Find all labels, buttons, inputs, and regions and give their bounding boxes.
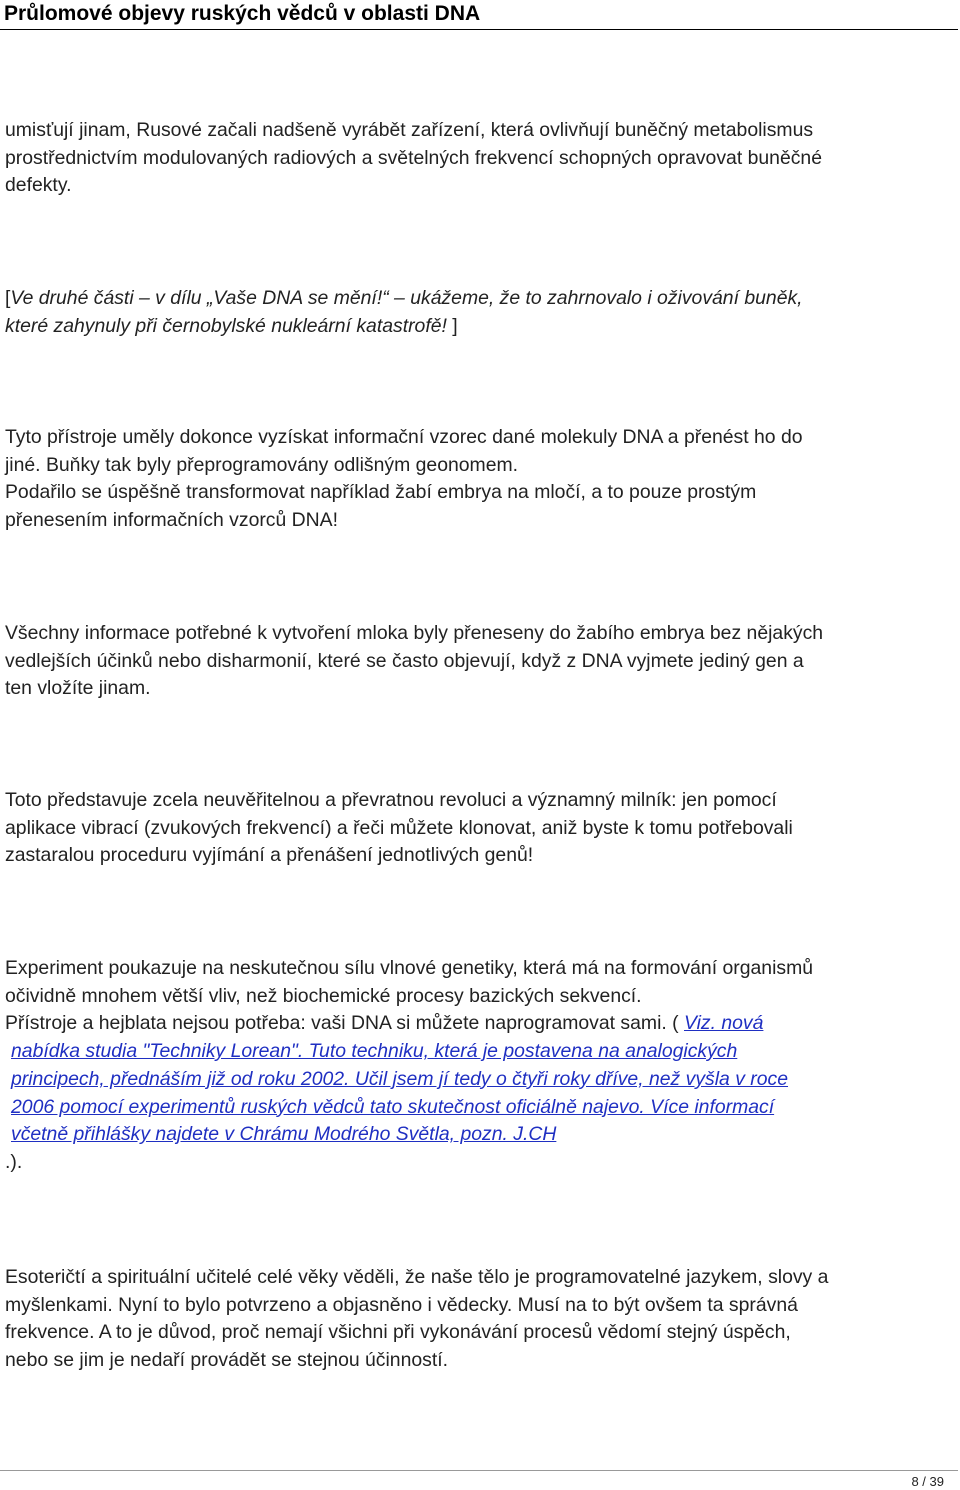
text-line <box>5 1094 957 1122</box>
text-line <box>5 285 957 313</box>
text-line: nebo se jim je nedaří provádět se stejnou účinností. <box>5 1349 449 1372</box>
text-line: Toto představuje zcela neuvěřitelnou a převratnou revoluci a významný milník: jen pomocí <box>5 789 777 811</box>
text-line: Experiment poukazuje na neskutečnou sílu vlnové genetiky, která má na formování organismů <box>5 957 814 979</box>
text-line <box>5 1010 957 1038</box>
text-line: Všechny informace potřebné k vytvoření mloka byly přeneseny do žabího embrya bez nějakých <box>5 622 824 644</box>
text-line: očividně mnohem větší vliv, než biochemické procesy bazických sekvencí. <box>5 984 642 1007</box>
text-line: myšlenkami. Nyní to bylo potvrzeno a objasněno i vědecky. Musí na to být ovšem ta správná <box>5 1293 798 1316</box>
text-line: jiné. Buňky tak byly přeprogramovány odlišným geonomem. <box>5 453 519 476</box>
text-segment: Přístroje a hejblata nejsou potřeba: vaši DNA si můžete naprogramovat sami. ( <box>5 1012 679 1035</box>
paragraph-4 <box>5 620 957 703</box>
text-line: prostřednictvím modulovaných radiových a světelných frekvencí schopných opravovat buněčné <box>5 146 822 169</box>
text-line <box>5 1038 957 1066</box>
bracket-open: [ <box>5 287 11 309</box>
text-line <box>5 1121 957 1149</box>
document-title: Průlomové objevy ruských vědců v oblasti DNA <box>4 2 481 25</box>
text-line: aplikace vibrací (zvukových frekvencí) a řeči můžete klonovat, aniž byste k tomu potřebovali <box>5 816 793 839</box>
text-line: umisťují jinam, Rusové začali nadšeně vyrábět zařízení, která ovlivňují buněčný metabolismus <box>5 119 814 141</box>
paragraph-2-note <box>5 285 957 340</box>
text-line: zastaralou proceduru vyjímání a přenášení jednotlivých genů! <box>5 844 534 867</box>
text-line <box>5 313 957 341</box>
text-line: frekvence. A to je důvod, proč nemají všichni při vykonávání procesů vědomí stejný úspěch, <box>5 1321 791 1344</box>
studio-offer-link[interactable]: principech, přednáším již od roku 2002. Učil jsem jí tedy o čtyři roky dříve, než vyšla v roce <box>11 1067 789 1090</box>
temple-of-blue-light-link[interactable]: včetně přihlášky najdete v Chrámu Modrého Světla, pozn. J.CH <box>11 1123 557 1146</box>
page-header <box>0 0 958 30</box>
text-line: Podařilo se úspěšně transformovat například žabí embrya na mločí, a to pouze prostým <box>5 481 757 504</box>
text-line: Esoteričtí a spirituální učitelé celé věky věděli, že naše tělo je programovatelné jazykem, slovy a <box>5 1266 829 1288</box>
studio-offer-link[interactable]: Viz. nová <box>684 1012 764 1035</box>
paragraph-7 <box>5 1264 957 1375</box>
paragraph-5 <box>5 787 957 870</box>
text-line <box>5 1066 957 1094</box>
studio-offer-link[interactable]: 2006 pomocí experimentů ruských vědců tato skutečnost oficiálně najevo. Více informací <box>11 1095 775 1118</box>
text-line: defekty. <box>5 174 72 197</box>
paragraph-1 <box>5 117 957 200</box>
paragraph-6 <box>5 955 957 1177</box>
text-line: vedlejších účinků nebo disharmonií, které se často objevují, když z DNA vyjmete jediný gen a <box>5 649 804 672</box>
paragraph-3 <box>5 424 957 535</box>
italic-text: Ve druhé části – v dílu „Vaše DNA se mění!“ – ukážeme, že to zahrnovalo i oživování buněk, <box>10 287 803 309</box>
text-line: ten vložíte jinam. <box>5 677 151 700</box>
page-number: 8 / 39 <box>911 1474 944 1489</box>
studio-offer-link[interactable]: nabídka studia "Techniky Lorean". Tuto techniku, která je postavena na analogických <box>11 1040 738 1063</box>
text-line: Tyto přístroje uměly dokonce vyzískat informační vzorec dané molekuly DNA a přenést ho do <box>5 426 803 448</box>
page-footer <box>0 1470 958 1490</box>
text-line: přenesením informačních vzorců DNA! <box>5 509 339 532</box>
italic-text: které zahynuly při černobylské nukleární katastrofě! <box>5 314 447 337</box>
text-line: .). <box>5 1150 23 1173</box>
bracket-close: ] <box>446 314 458 337</box>
